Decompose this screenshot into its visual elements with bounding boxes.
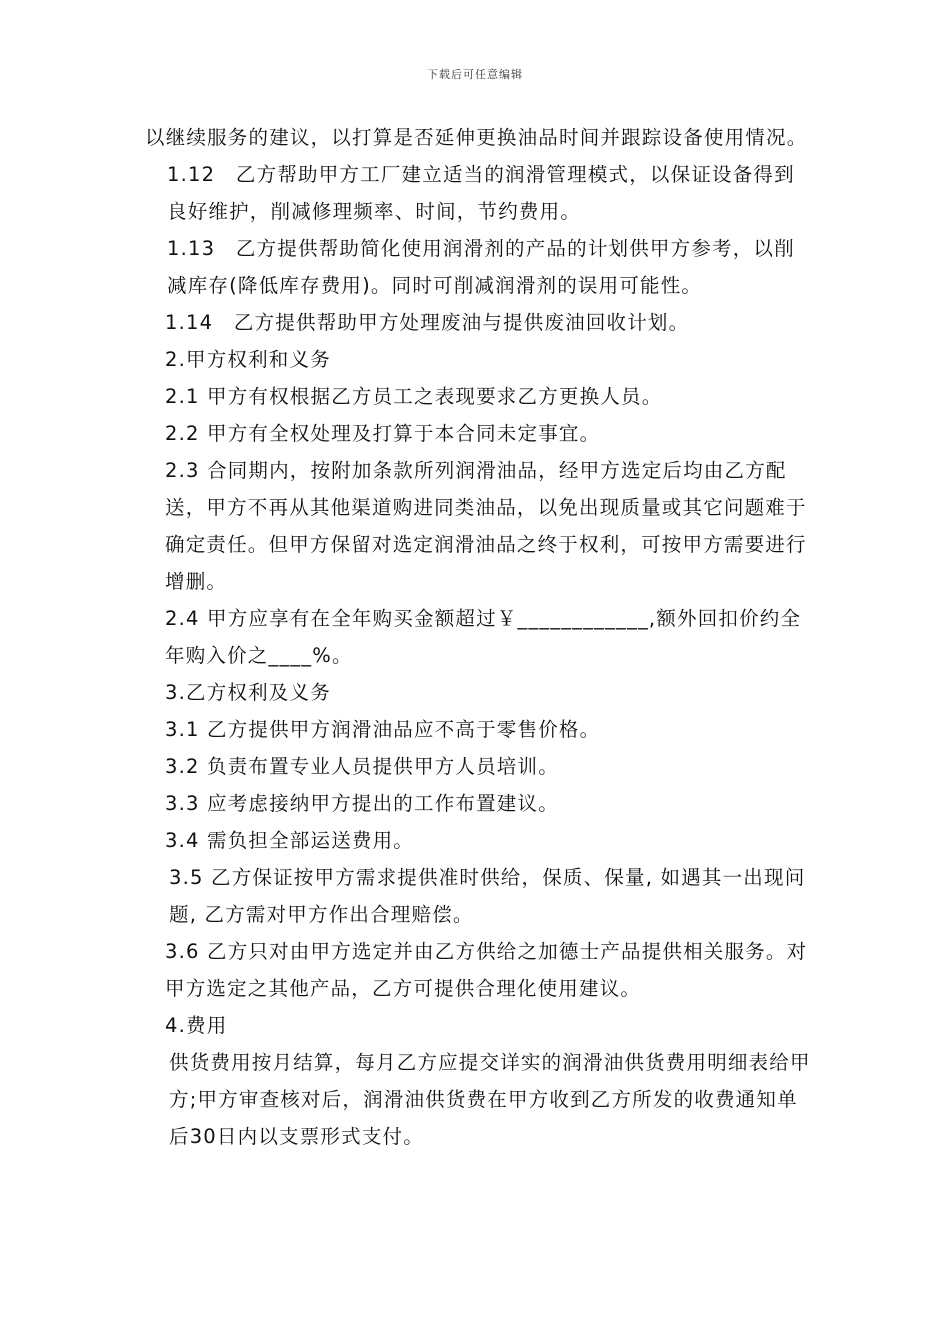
section-heading-3: 3.乙方权利及义务 [165,681,331,704]
paragraph-4-fees: 供货费用按月结算，每月乙方应提交详实的润滑油供货费用明细表给甲方;甲方审查核对后，润滑油供货费在甲方收到乙方所发的收费通知单后30日内以支票形式支付。 [169,1051,811,1148]
paragraph-2-4: 2.4 甲方应享有在全年购买金额超过￥____________,额外回扣价约全年购入价之____%。 [165,607,802,667]
paragraph-1-14: 1.14 乙方提供帮助甲方处理废油与提供废油回收计划。 [165,311,690,334]
paragraph-2-2: 2.2 甲方有全权处理及打算于本合同未定事宜。 [165,422,601,445]
paragraph-1-12: 1.12 乙方帮助甲方工厂建立适当的润滑管理模式，以保证设备得到良好维护，削减修理频率、时间，节约费用。 [167,163,795,223]
paragraph-2-1: 2.1 甲方有权根据乙方员工之表现要求乙方更换人员。 [165,385,663,408]
section-heading-4: 4.费用 [165,1014,228,1037]
paragraph-3-3: 3.3 应考虑接纳甲方提出的工作布置建议。 [165,792,559,815]
paragraph-2-3: 2.3 合同期内，按附加条款所列润滑油品，经甲方选定后均由乙方配送，甲方不再从其他渠道购进同类油品，以免出现质量或其它问题难于确定责任。但甲方保留对选定润滑油品之终于权利，可按甲方需要进行增删。 [165,459,807,593]
paragraph-3-1: 3.1 乙方提供甲方润滑油品应不高于零售价格。 [165,718,601,741]
section-heading-2: 2.甲方权利和义务 [165,348,331,371]
paragraph-3-6: 3.6 乙方只对由甲方选定并由乙方供给之加德士产品提供相关服务。对甲方选定之其他产品，乙方可提供合理化使用建议。 [165,940,808,1000]
paragraph-continue-service: 以继续服务的建议，以打算是否延伸更换油品时间并跟踪设备使用情况。 [145,126,808,149]
document-body [145,119,815,1155]
page-header: 下载后可任意编辑 [427,68,523,81]
paragraph-3-2: 3.2 负责布置专业人员提供甲方人员培训。 [165,755,559,778]
paragraph-3-5: 3.5 乙方保证按甲方需求提供准时供给，保质、保量, 如遇其一出现问题, 乙方需对甲方作出合理赔偿。 [169,866,806,926]
paragraph-3-4: 3.4 需负担全部运送费用。 [165,829,415,852]
paragraph-1-13: 1.13 乙方提供帮助简化使用润滑剂的产品的计划供甲方参考，以削减库存(降低库存费用)。同时可削减润滑剂的误用可能性。 [167,237,795,297]
